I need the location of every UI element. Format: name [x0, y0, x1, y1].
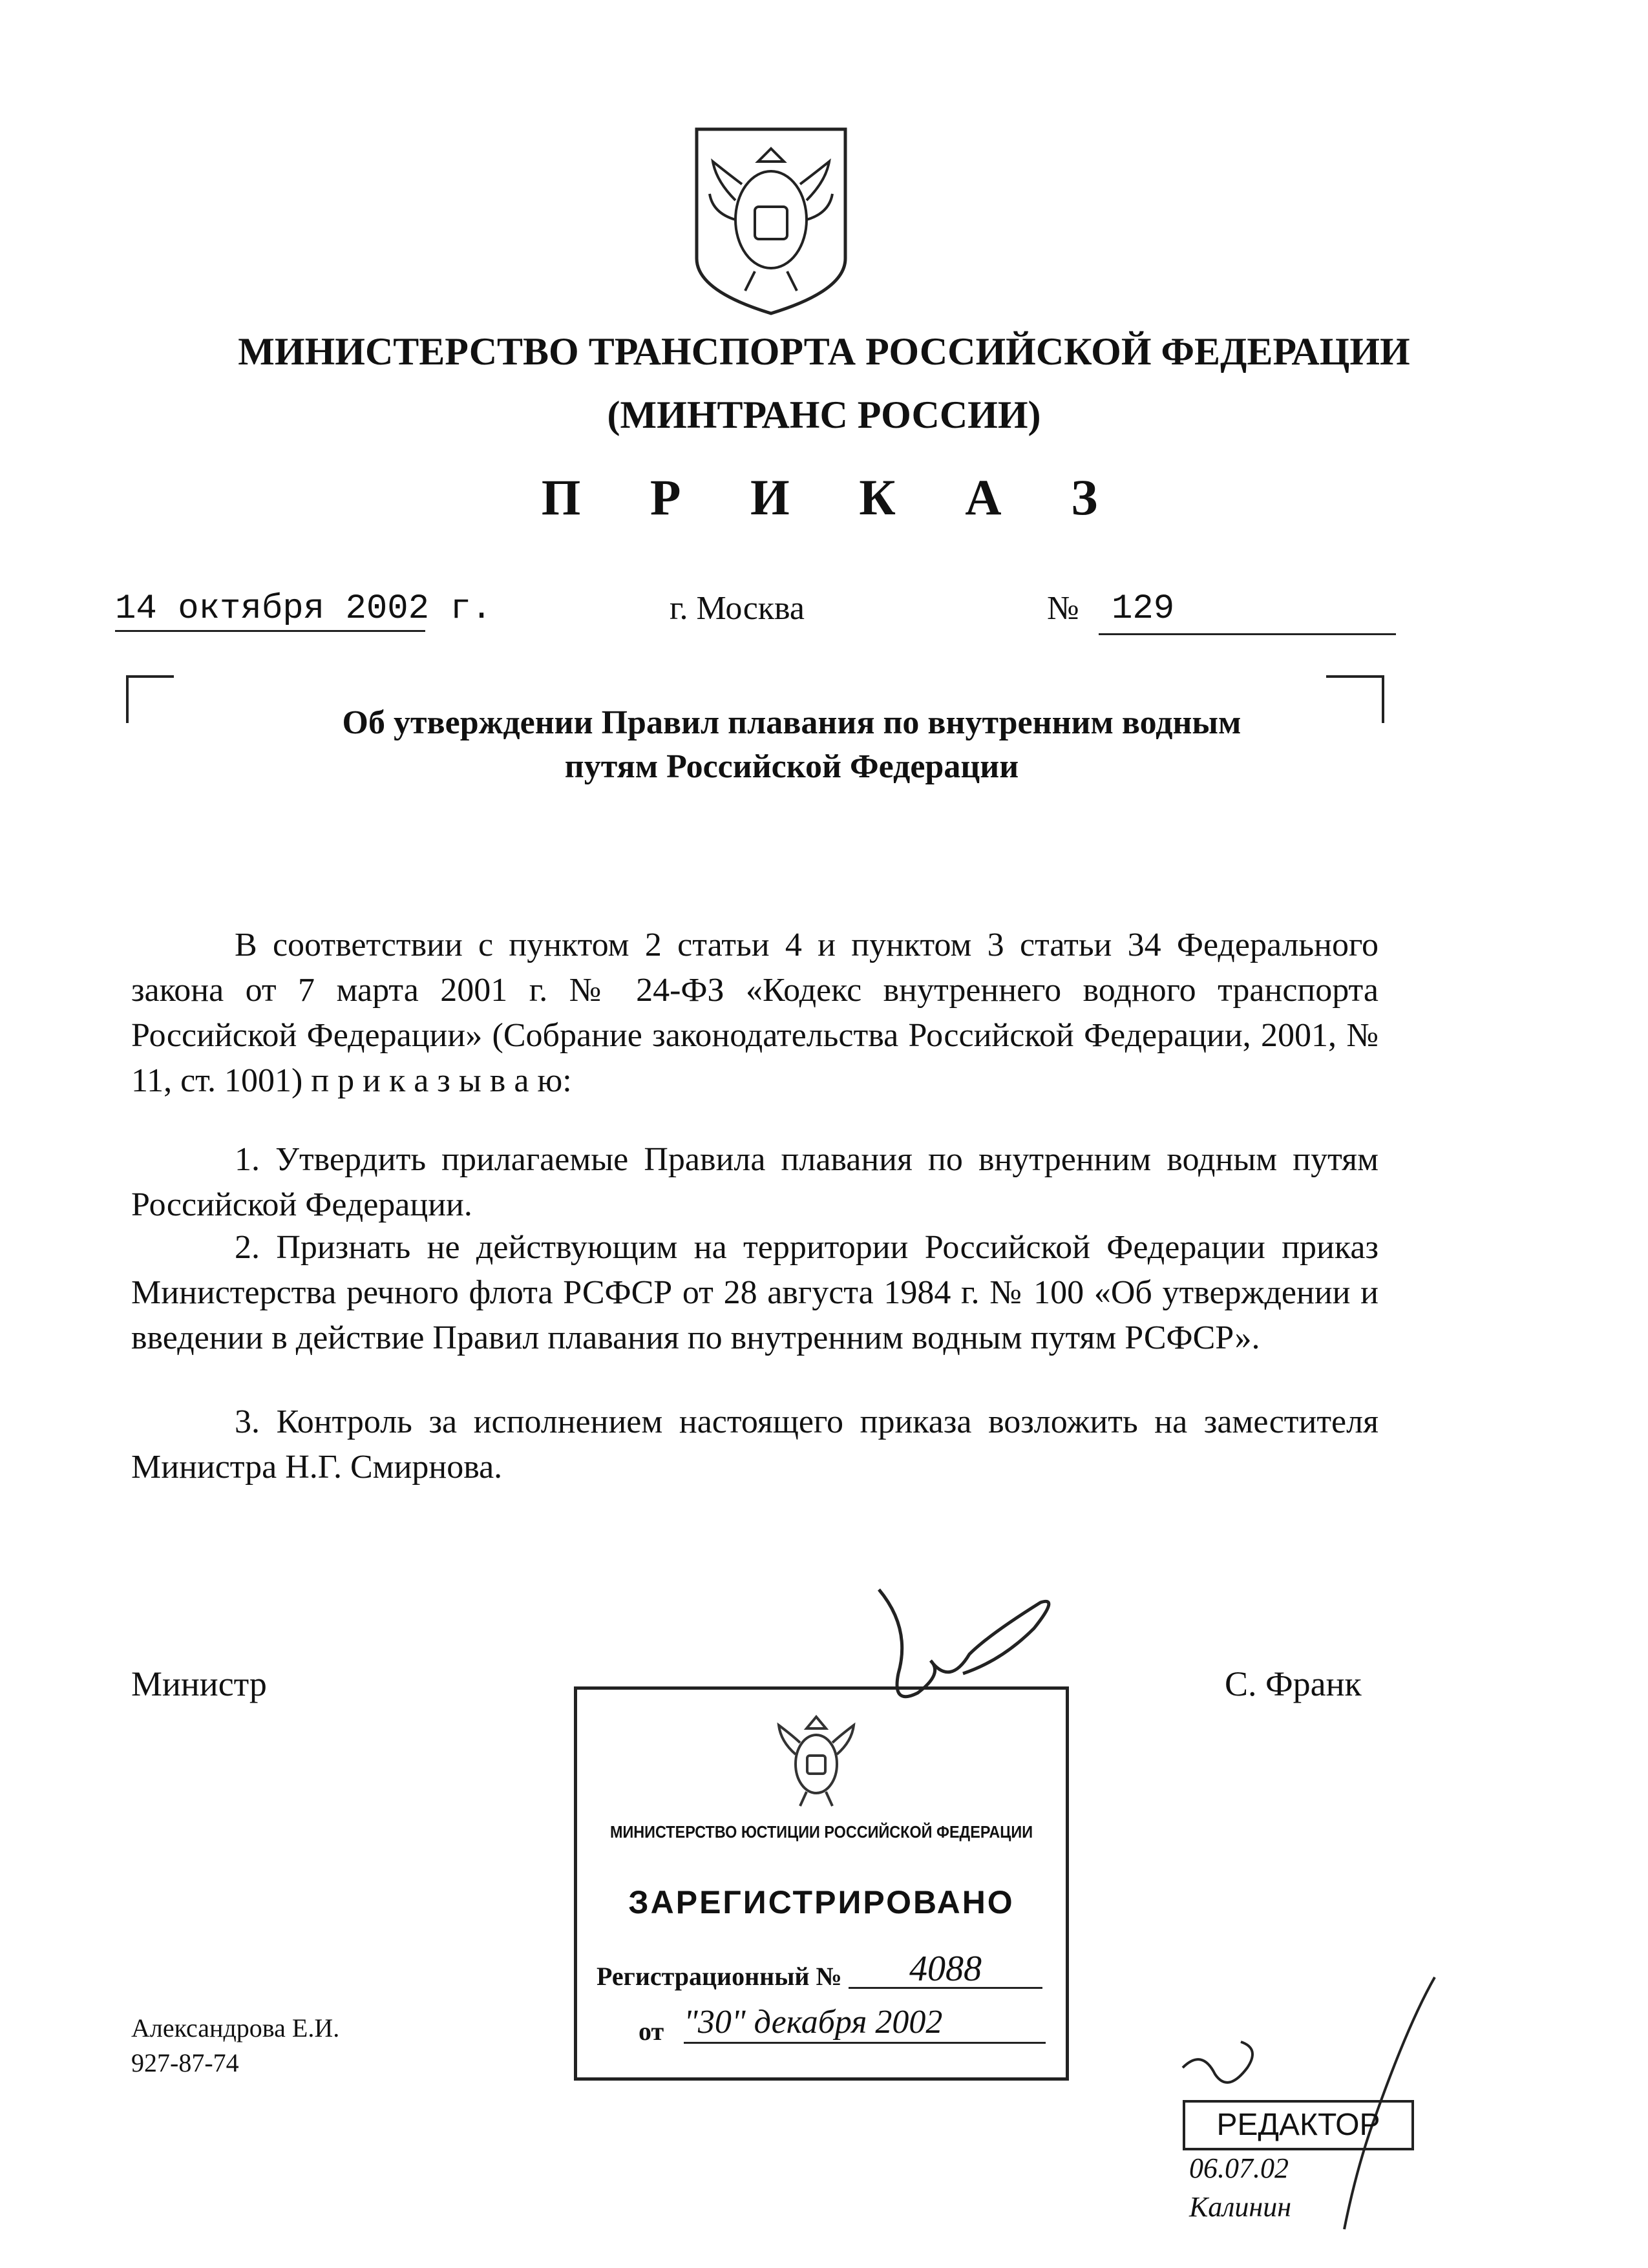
editor-stamp-label: РЕДАКТОР: [1183, 2100, 1414, 2150]
executor-phone: 927-87-74: [131, 2048, 239, 2077]
item-1-paragraph: 1. Утвердить прилагаемые Правила плавания по внутренним водным путям Российской Федерации.: [131, 1141, 1379, 1223]
registration-stamp: [574, 1686, 1069, 2081]
stamp-organization: МИНИСТЕРСТВО ЮСТИЦИИ РОССИЙСКОЙ ФЕДЕРАЦИИ: [609, 1822, 1033, 1842]
stamp-coat-of-arms-icon: [771, 1709, 861, 1812]
order-number: 129: [1099, 589, 1396, 635]
order-subject: [194, 701, 1389, 789]
item-2-paragraph: 2. Признать не действующим на территории Российской Федерации приказ Министерства речного флота РСФСР от 28 августа 1984 г. № 100 «Об утверждении и введении в действие Правил плавания по внутренним водным путям РСФСР».: [131, 1229, 1379, 1356]
document-type-title: П Р И К А З: [541, 469, 1126, 525]
subject-corner-left: [126, 675, 174, 723]
editor-stamp: [1183, 2100, 1415, 2249]
date-underline: [115, 630, 425, 632]
coat-of-arms-icon: [684, 123, 858, 317]
stamp-date-prefix: от: [639, 2017, 664, 2046]
stamp-reg-label: Регистрационный №: [597, 1962, 842, 1991]
order-number-label: №: [1047, 590, 1079, 627]
subject-line-2: путям Российской Федерации: [564, 748, 1019, 785]
editor-stamp-name: Калинин: [1189, 2191, 1292, 2223]
stamp-date: "30" декабря 2002: [684, 2003, 1046, 2044]
organization-title: МИНИСТЕРСТВО ТРАНСПОРТА РОССИЙСКОЙ ФЕДЕРАЦИИ: [238, 330, 1410, 373]
editor-stamp-date: 06.07.02: [1189, 2152, 1289, 2184]
executor-name: Александрова Е.И.: [131, 2013, 340, 2042]
stamp-reg-number: 4088: [849, 1948, 1042, 1989]
order-city: г. Москва: [670, 590, 805, 627]
preamble-paragraph: В соответствии с пунктом 2 статьи 4 и пунктом 3 статьи 34 Федерального закона от 7 марта 2001 г. № 24-ФЗ «Кодекс внутреннего водного транспорта Российской Федерации» (Собрание законодательства Российской Федерации, 2001, № 11, ст. 1001) п р и к а з ы в а ю:: [131, 927, 1379, 1099]
subject-line-1: Об утверждении Правил плавания по внутренним водным: [342, 704, 1241, 741]
item-3-paragraph: 3. Контроль за исполнением настоящего приказа возложить на заместителя Министра Н.Г. Смирнова.: [131, 1403, 1379, 1486]
organization-short-title: (МИНТРАНС РОССИИ): [607, 394, 1041, 436]
executor-info: [131, 2011, 339, 2081]
order-date: 14 октября 2002 г.: [115, 589, 492, 629]
signatory-name: С. Франк: [1225, 1664, 1362, 1703]
stamp-title: ЗАРЕГИСТРИРОВАНО: [628, 1884, 1015, 1920]
signatory-role: Министр: [131, 1664, 267, 1703]
